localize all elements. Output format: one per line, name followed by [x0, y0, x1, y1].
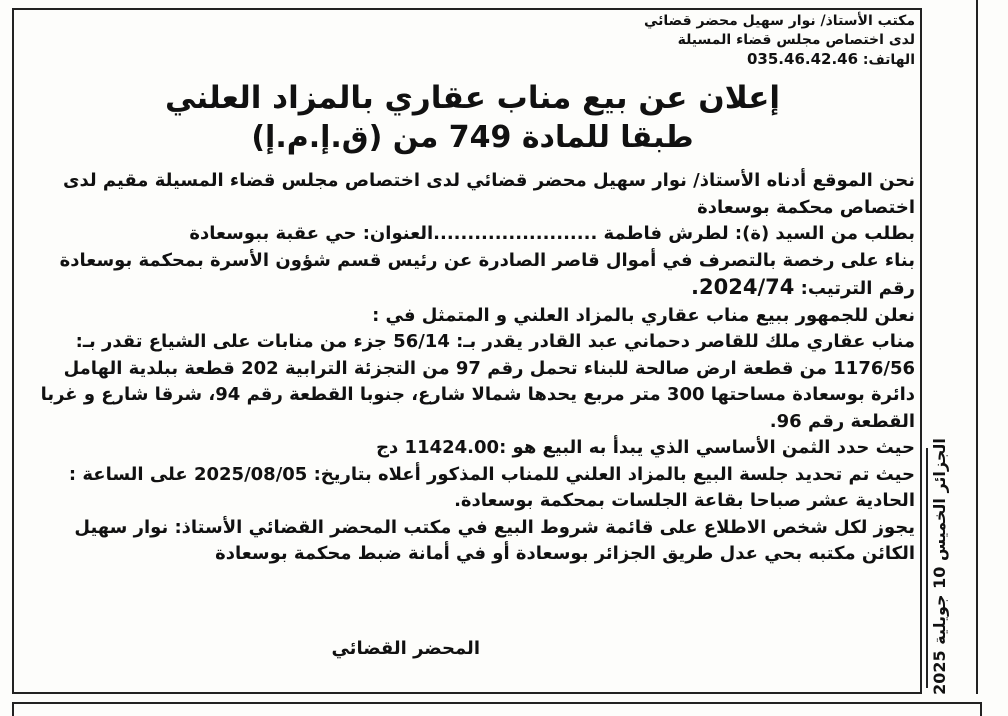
- office-phone-line: [30, 50, 915, 70]
- paragraph-permit: [30, 248, 915, 303]
- office-header: [30, 12, 915, 70]
- paragraph-property: مناب عقاري ملك للقاصر دحماني عبد القادر يقدر بـ: 56/14 جزء من منابات على الشياع تقدر بـ: 1176/56 من قطعة ارض صالحة للبناء تحمل رقم 97 من التجزئة الترابية 202 قطعة ببلدية الهامل دائرة بوسعادة مساحتها 300 متر مربع يحدها شمالا شارع، جنوبا القطعة رقم 94، شرقا شارع و غربا القطعة رقم 96.: [40, 331, 915, 432]
- title-line-2: طبقا للمادة 749 من (ق.إ.م.إ): [251, 120, 694, 155]
- permit-text: بناء على رخصة بالتصرف في أموال قاصر الصادرة عن رئيس قسم شؤون الأسرة بمحكمة بوسعادة رقم الترتيب:: [59, 249, 915, 299]
- newspaper-date-label: [928, 437, 950, 695]
- page-date-text: الجزائر الخميس 10 جويلية 2025: [929, 437, 949, 695]
- paragraph-notice: نعلن للجمهور ببيع مناب عقاري بالمزاد العلني و المتمثل في :: [372, 304, 915, 326]
- paragraph-conditions: يجوز لكل شخص الاطلاع على قائمة شروط البيع في مكتب المحضر القضائي الأستاذ: نوار سهيل الكائن مكتبه بحي عدل طريق الجزائر بوسعادة أو في أمانة ضبط محكمة بوسعادة: [74, 516, 915, 564]
- phone-number: 035.46.42.46: [747, 50, 859, 68]
- announcement-body: [30, 168, 915, 568]
- office-jurisdiction: لدى اختصاص مجلس قضاء المسيلة: [677, 32, 915, 48]
- phone-label: الهاتف:: [858, 52, 915, 68]
- paragraph-requester: بطلب من السيد (ة): لطرش فاطمة ........................العنوان: حي عقبة ببوسعادة: [189, 223, 915, 244]
- legal-announcement: [30, 12, 915, 568]
- office-name: مكتب الأستاذ/ نوار سهيل محضر قضائي: [644, 13, 915, 29]
- announcement-title: [30, 78, 915, 158]
- title-line-1: إعلان عن بيع مناب عقاري بالمزاد العلني: [164, 80, 781, 116]
- signature-text: المحضر القضائي: [331, 638, 480, 659]
- signature-block: [30, 638, 480, 659]
- permit-number: 2024/74.: [691, 275, 795, 299]
- paragraph-price: حيث حدد الثمن الأساسي الذي يبدأ به البيع هو :11424.00 دج: [376, 437, 915, 458]
- paragraph-bailiff: نحن الموقع أدناه الأستاذ/ نوار سهيل محضر قضائي لدى اختصاص مجلس قضاء المسيلة مقيم لدى اختصاص محكمة بوسعادة: [62, 170, 915, 218]
- paragraph-session: حيث تم تحديد جلسة البيع بالمزاد العلني للمناب المذكور أعلاه بتاريخ: 2025/08/05 على الساعة : الحادية عشر صباحا بقاعة الجلسات بمحكمة بوسعادة.: [68, 463, 915, 511]
